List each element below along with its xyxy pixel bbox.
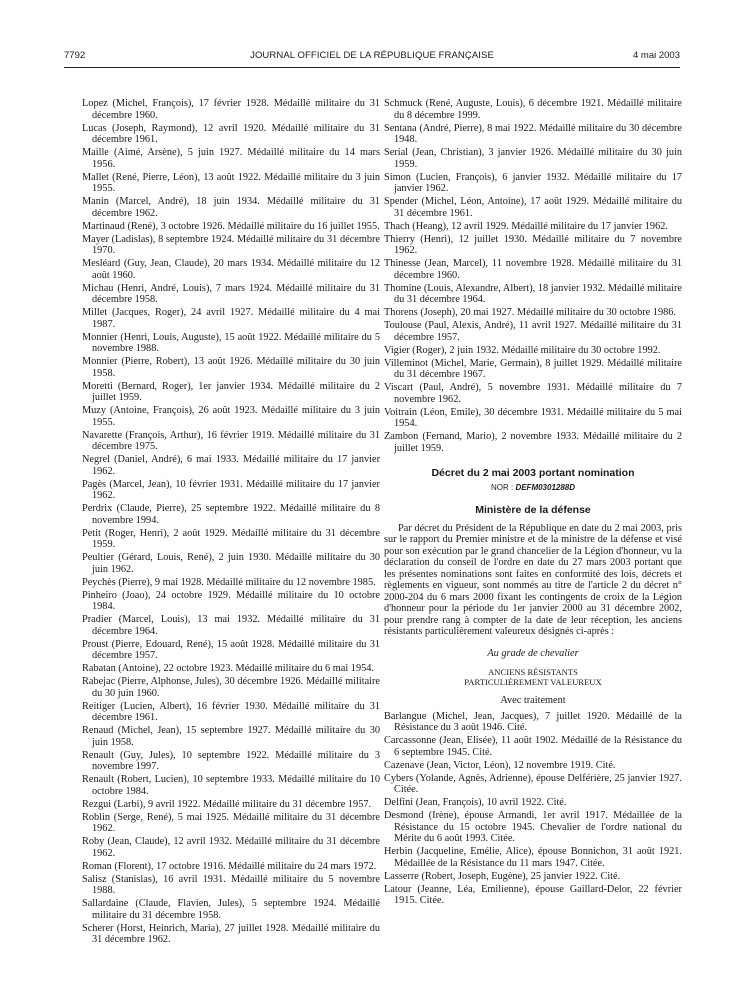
list-item: Monnier (Henri, Louis, Auguste), 15 août 1922. Médaillé militaire du 5 novembre 1988. <box>82 331 380 354</box>
decree-title: Décret du 2 mai 2003 portant nomination <box>431 467 635 479</box>
list-item: Mayer (Ladislas), 8 septembre 1924. Médaillé militaire du 31 décembre 1970. <box>82 233 380 256</box>
list-item: Renault (Robert, Lucien), 10 septembre 1933. Médaillé militaire du 10 octobre 1984. <box>82 774 380 797</box>
list-item: Cazenave (Jean, Victor, Léon), 12 novembre 1919. Cité. <box>384 759 616 771</box>
list-item: Toulouse (Paul, Alexis, André), 11 avril 1927. Médaillé militaire du 31 décembre 1957. <box>384 320 682 343</box>
list-item: Peultier (Gérard, Louis, René), 2 juin 1930. Médaillé militaire du 30 juin 1962. <box>82 552 380 575</box>
list-item: Delfini (Jean, François), 10 avril 1922. Cité. <box>384 797 567 808</box>
list-item: Manin (Marcel, André), 18 juin 1934. Médaillé militaire du 31 décembre 1962. <box>82 196 380 219</box>
list-item: Renault (Guy, Jules), 10 septembre 1922. Médaillé militaire du 3 novembre 1997. <box>82 749 380 772</box>
list-item: Reitiger (Lucien, Albert), 16 février 1930. Médaillé militaire du 31 décembre 1961. <box>82 700 380 723</box>
header-rule <box>64 67 680 68</box>
list-item: Viscart (Paul, André), 5 novembre 1931. Médaillé militaire du 7 novembre 1962. <box>384 382 682 405</box>
list-item: Pradier (Marcel, Louis), 13 mai 1932. Médaillé militaire du 31 décembre 1964. <box>82 614 380 637</box>
list-item: Negrel (Daniel, André), 6 mai 1933. Médaillé militaire du 17 janvier 1962. <box>82 454 380 477</box>
ministry-heading: Ministère de la défense <box>475 504 591 516</box>
list-item: Vigier (Roger), 2 juin 1932. Médaillé militaire du 30 octobre 1992. <box>384 344 661 356</box>
list-item: Schmuck (René, Auguste, Louis), 6 décembre 1921. Médaillé militaire du 8 décembre 1999. <box>384 98 682 121</box>
list-item: Muzy (Antoine, François), 26 août 1923. Médaillé militaire du 3 juin 1955. <box>82 405 380 428</box>
page-number: 7792 <box>64 50 86 61</box>
list-item: Moretti (Bernard, Roger), 1er janvier 1934. Médaillé militaire du 2 juillet 1959. <box>82 380 380 403</box>
list-item: Thierry (Henri), 12 juillet 1930. Médaillé militaire du 7 novembre 1962. <box>384 233 682 256</box>
list-item: Desmond (Irène), épouse Armandi, 1er avril 1917. Médaillée de la Résistance du 15 octobre 1945. Chevalier de l'ordre national du Mérite du 6 août 1993. Citée. <box>384 810 682 844</box>
list-item: Cybers (Yolande, Agnès, Adrienne), épouse Delférière, 25 janvier 1927. Citée. <box>384 772 682 795</box>
list-item: Michau (Henri, André, Louis), 7 mars 1924. Médaillé militaire du 31 décembre 1958. <box>82 282 380 305</box>
list-item: Latour (Jeanne, Léa, Emilienne), épouse Gaillard-Delor, 22 février 1915. Citée. <box>384 883 682 906</box>
list-item: Petit (Roger, Henri), 2 août 1929. Médaillé militaire du 31 décembre 1959. <box>82 527 380 550</box>
journal-title: JOURNAL OFFICIEL DE LA RÉPUBLIQUE FRANÇAISE <box>250 50 494 61</box>
nor-label: NOR : <box>490 482 514 492</box>
list-item: Spender (Michel, Léon, Antoine), 17 août 1929. Médaillé militaire du 31 décembre 1961. <box>384 196 682 219</box>
list-item: Serial (Jean, Christian), 3 janvier 1926. Médaillé militaire du 30 juin 1959. <box>384 147 682 170</box>
list-item: Herbin (Jacqueline, Emélie, Alice), épouse Bonnichon, 31 août 1921. Médaillée de la Résistance du 11 mars 1947. Citée. <box>384 846 682 869</box>
list-item: Roby (Jean, Claude), 12 avril 1932. Médaillé militaire du 31 décembre 1962. <box>82 836 380 859</box>
issue-date: 4 mai 2003 <box>632 50 680 61</box>
list-item: Roman (Florent), 17 octobre 1916. Médaillé militaire du 24 mars 1972. <box>82 860 377 872</box>
list-item: Sallardaine (Claude, Flavien, Jules), 5 septembre 1924. Médaillé militaire du 31 décembre 1958. <box>82 898 380 921</box>
list-item: Thomine (Louis, Alexandre, Albert), 18 janvier 1932. Médaillé militaire du 31 décembre 1964. <box>384 282 682 305</box>
left-column <box>82 98 380 947</box>
list-item: Salisz (Stanislas), 16 avril 1931. Médaillé militaire du 5 novembre 1988. <box>82 873 380 896</box>
treatment-heading: Avec traitement <box>500 695 566 706</box>
list-item: Proust (Pierre, Edouard, René), 15 août 1928. Médaillé militaire du 31 décembre 1957. <box>82 638 380 661</box>
list-item: Sentana (André, Pierre), 8 mai 1922. Médaillé militaire du 30 décembre 1948. <box>384 122 682 145</box>
list-item: Rezgui (Larbi), 9 avril 1922. Médaillé militaire du 31 décembre 1957. <box>82 798 372 810</box>
list-item: Millet (Jacques, Roger), 24 avril 1927. Médaillé militaire du 4 mai 1987. <box>82 307 380 330</box>
decree-list <box>384 711 682 907</box>
list-item: Peychès (Pierre), 9 mai 1928. Médaillé militaire du 12 novembre 1985. <box>82 576 376 588</box>
list-item: Pinheiro (Joao), 24 octobre 1929. Médaillé militaire du 10 octobre 1984. <box>82 589 380 612</box>
category-line-1: ANCIENS RÉSISTANTS <box>488 667 578 677</box>
list-item: Lucas (Joseph, Raymond), 12 avril 1920. Médaillé militaire du 31 décembre 1961. <box>82 122 380 145</box>
list-item: Scherer (Horst, Heinrich, Maria), 27 juillet 1928. Médaillé militaire du 31 décembre 1962. <box>82 922 380 945</box>
nor-code: DEFM0301288D <box>515 482 576 492</box>
grade-heading: Au grade de chevalier <box>487 647 579 659</box>
list-item: Maille (Aimé, Arsène), 5 juin 1927. Médaillé militaire du 14 mars 1956. <box>82 147 380 170</box>
list-item: Mallet (René, Pierre, Léon), 13 août 1922. Médaillé militaire du 3 juin 1955. <box>82 171 380 194</box>
list-item: Voitrain (Léon, Emile), 30 décembre 1931. Médaillé militaire du 5 mai 1954. <box>384 406 682 429</box>
list-item: Mesléard (Guy, Jean, Claude), 20 mars 1934. Médaillé militaire du 12 août 1960. <box>82 258 380 281</box>
medal-list-continued <box>384 98 682 454</box>
list-item: Renaud (Michel, Jean), 15 septembre 1927. Médaillé militaire du 30 juin 1958. <box>82 725 380 748</box>
list-item: Carcassonne (Jean, Elisée), 11 août 1902. Médaillé de la Résistance du 6 septembre 1945. Cité. <box>384 735 682 758</box>
list-item: Pagès (Marcel, Jean), 10 février 1931. Médaillé militaire du 17 janvier 1962. <box>82 478 380 501</box>
list-item: Lasserre (Robert, Joseph, Eugène), 25 janvier 1922. Cité. <box>384 870 621 882</box>
list-item: Perdrix (Claude, Pierre), 25 septembre 1922. Médaillé militaire du 8 novembre 1994. <box>82 503 380 526</box>
page-header <box>64 50 680 64</box>
list-item: Zambon (Fernand, Mario), 2 novembre 1933. Médaillé militaire du 2 juillet 1959. <box>384 431 682 454</box>
category-line-2: PARTICULIÈREMENT VALEUREUX <box>464 677 602 687</box>
nor-line <box>384 482 682 494</box>
list-item: Navarette (François, Arthur), 16 février 1919. Médaillé militaire du 31 décembre 1975. <box>82 429 380 452</box>
list-item: Roblin (Serge, René), 5 mai 1925. Médaillé militaire du 31 décembre 1962. <box>82 811 380 834</box>
list-item: Thach (Heang), 12 avril 1929. Médaillé militaire du 17 janvier 1962. <box>384 220 668 232</box>
list-item: Lopez (Michel, François), 17 février 1928. Médaillé militaire du 31 décembre 1960. <box>82 98 380 121</box>
list-item: Martinaud (René), 3 octobre 1926. Médaillé militaire du 16 juillet 1955. <box>82 220 380 232</box>
list-item: Simon (Lucien, François), 6 janvier 1932. Médaillé militaire du 17 janvier 1962. <box>384 171 682 194</box>
list-item: Villeminot (Michel, Marie, Germain), 8 juillet 1929. Médaillé militaire du 31 décembre 1967. <box>384 357 682 380</box>
list-item: Rabejac (Pierre, Alphonse, Jules), 30 décembre 1926. Médaillé militaire du 30 juin 1960. <box>82 676 380 699</box>
right-column <box>384 98 682 908</box>
list-item: Thinesse (Jean, Marcel), 11 novembre 1928. Médaillé militaire du 31 décembre 1960. <box>384 258 682 281</box>
list-item: Rabatan (Antoine), 22 octobre 1923. Médaillé militaire du 6 mai 1954. <box>82 663 374 674</box>
list-item: Monnier (Pierre, Robert), 13 août 1926. Médaillé militaire du 30 juin 1958. <box>82 356 380 379</box>
list-item: Thorens (Joseph), 20 mai 1927. Médaillé militaire du 30 octobre 1986. <box>384 307 676 318</box>
decree-paragraph: Par décret du Président de la République en date du 2 mai 2003, pris sur le rapport du Premier ministre et de la ministre de la défense et visé pour son exécution par le grand chancelier de la Légion d'honneur, vu la déclaration du conseil de l'ordre en date du 27 mars 2003 portant que les présentes nominations sont faites en conformité des lois, décrets et règlements en vigueur, sont nommés au titre de l'article 2 du décret n° 2000-204 du 6 mars 2000 fixant les contingents de croix de la Légion d'honneur pour la période du 1er janvier 2000 au 31 décembre 2002, pour prendre rang à compter de la date de leur réception, les anciens résistants particulièrement valeureux désignés ci-après : <box>384 522 682 637</box>
list-item: Barlangue (Michel, Jean, Jacques), 7 juillet 1920. Médaillé de la Résistance du 3 août 1946. Cité. <box>384 710 682 733</box>
